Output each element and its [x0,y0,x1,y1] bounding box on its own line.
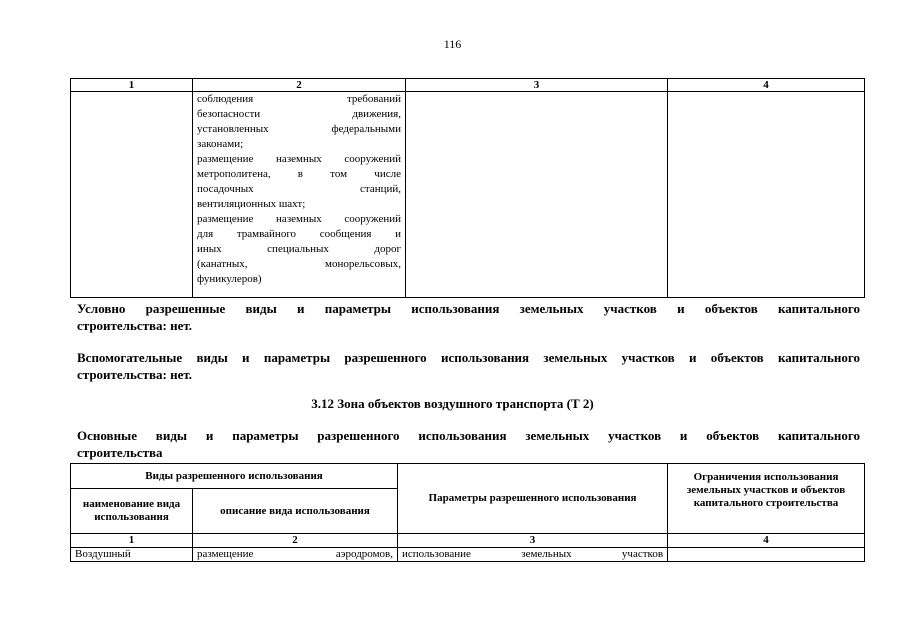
paragraph-line: строительства [77,445,163,460]
column-number: 3 [398,534,668,548]
column-number: 4 [668,534,865,548]
paragraph-line: Условно разрешенные виды и параметры использования земельных участков и объектов капитального [77,301,860,316]
text-line: фуникулеров) [197,273,262,285]
column-number: 1 [71,534,193,548]
name-header: наименование вида использования [71,489,193,534]
column-number: 2 [193,534,398,548]
table-header-row [71,79,865,92]
parameters-cell [398,548,668,562]
paragraph-line: Вспомогательные виды и параметры разрешенного использования земельных участков и объектов капитального [77,350,860,365]
continued-table [70,78,865,298]
text-line: иных специальных дорог [197,243,401,255]
group-header: Виды разрешенного использования [71,464,398,489]
text-line: для трамвайного сообщения и [197,228,401,240]
auxiliary-uses-paragraph [77,349,860,383]
section-heading: 3.12 Зона объектов воздушного транспорта (Т 2) [311,396,594,411]
text-line: соблюдения требований [197,93,401,105]
text-line: установленных федеральными [197,123,401,135]
column-number: 1 [71,79,193,92]
paragraph-line: строительства: нет. [77,367,193,382]
text-line: вентиляционных шахт; [197,198,306,210]
table-header-row [71,464,865,489]
table-cell-description [193,92,406,298]
conditional-uses-paragraph [77,300,860,334]
paragraph-line: Основные виды и параметры разрешенного использования земельных участков и объектов капитального [77,428,860,443]
use-name-cell: Воздушный [71,548,193,562]
paragraph-line: строительства: нет. [77,318,193,333]
text-line: безопасности движения, [197,108,401,120]
table-cell-empty [406,92,668,298]
column-number: 4 [668,79,865,92]
text-line: (канатных, монорельсовых, [197,258,401,270]
table-row [71,92,865,298]
text-line: использование земельных участков [402,548,664,560]
column-number: 2 [193,79,406,92]
restrictions-cell [668,548,865,562]
parameters-header: Параметры разрешенного использования [398,464,668,534]
permitted-uses-table [70,463,865,562]
table-cell-empty [668,92,865,298]
description-header: описание вида использования [193,489,398,534]
table-row [71,548,865,562]
restrictions-header: Ограничения использования земельных участков и объектов капитального строительства [668,464,865,534]
text-line: посадочных станций, [197,183,401,195]
page-number: 116 [443,37,462,51]
text-line: метрополитена, в том числе [197,168,401,180]
column-number: 3 [406,79,668,92]
text-line: размещение наземных сооружений [197,153,401,165]
text-line: законами; [197,138,244,150]
column-numbers-row [71,534,865,548]
use-description-cell [193,548,398,562]
main-uses-paragraph [77,427,860,461]
text-line: размещение наземных сооружений [197,213,401,225]
text-line: размещение аэродромов, [197,548,394,560]
table-cell-empty [71,92,193,298]
